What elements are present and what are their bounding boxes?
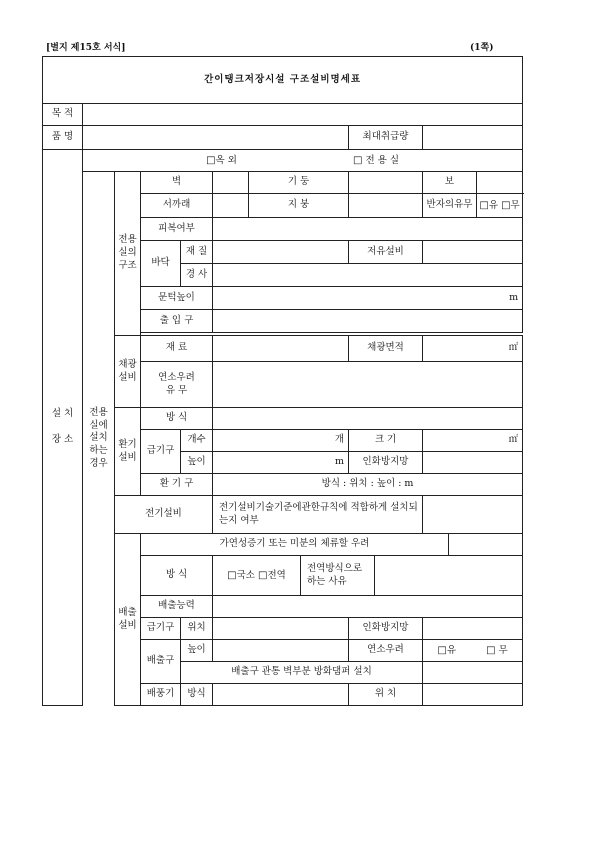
ceiling-options [477,194,523,218]
doorway-field[interactable] [213,310,523,333]
outlet-label: 배출구 [141,640,181,684]
outlet-fire-label: 연소우려 [349,640,423,662]
vapor-risk-label: 가연성증기 또는 미분의 체류할 우려 [141,534,449,556]
exhaust-intake-label: 급기구 [141,618,181,640]
outlet-yes-label: 유 [446,644,456,656]
pillar-label: 기 둥 [249,172,349,194]
oil-retention-field[interactable] [423,241,523,264]
intake-height-label: 높이 [181,452,213,474]
location-type-row [83,150,523,172]
fan-method-label: 방식 [181,684,213,706]
sill-height-field[interactable] [213,287,523,310]
electrical-field[interactable] [423,496,523,534]
exhaust-flame-label: 인화방지망 [349,618,423,640]
ventilation-label: 환기설비 [115,408,141,496]
whole-reason-field[interactable] [375,556,523,596]
wall-label: 벽 [141,172,213,194]
ceiling-label: 반자의유무 [423,194,477,218]
max-qty-field[interactable] [423,126,523,150]
intake-label: 급기구 [141,430,181,474]
electrical-note: 전기설비기술기준에관한규칙에 적합하게 설치되는지 여부 [213,496,423,534]
intake-flame-field[interactable] [423,452,523,474]
outlet-yes-checkbox[interactable]: □ [437,644,447,656]
intake-height-unit: m [334,456,344,468]
damper-label: 배출구 관통 벽부분 방화댐퍼 설치 [181,662,423,684]
room-structure-label: 전용실의구조 [115,172,141,336]
dedicated-room-checkbox[interactable]: □ [352,154,363,166]
install-location-label: 설 치 장 소 [43,150,83,706]
outlet-height-label: 높이 [181,640,213,662]
page-indicator: (1쪽) [470,43,494,53]
form-title: 간이탱크저장시설 구조설비명세표 [43,57,523,104]
wall-field[interactable] [213,172,249,194]
whole-label: 전역 [267,569,286,581]
ceiling-yes-label: 유 [488,199,499,211]
dedicated-case-label: 전용실에 설치하는 경우 [83,172,115,706]
vapor-risk-field[interactable] [449,534,523,556]
ceiling-no-label: 무 [510,199,520,211]
beam-label: 보 [423,172,477,194]
max-qty-label: 최대취급량 [349,126,423,150]
exhaust-intake-position-field[interactable] [213,618,349,640]
vent-outlet-label: 환 기 구 [141,474,213,496]
intake-size-unit: ㎡ [508,434,519,446]
outdoor-label: 옥 외 [215,154,237,166]
local-checkbox[interactable]: □ [227,569,237,581]
exhaust-capacity-field[interactable] [213,596,523,618]
spec-form-table [42,56,523,706]
item-name-label: 품 명 [43,126,83,150]
fan-position-label: 위 치 [349,684,423,706]
outlet-no-label: 무 [498,644,508,656]
ceiling-yes-checkbox[interactable]: □ [479,199,489,211]
lighting-material-field[interactable] [213,336,349,362]
fan-label: 배풍기 [141,684,181,706]
outlet-no-checkbox[interactable]: □ [486,644,496,656]
local-label: 국소 [236,569,255,581]
pillar-field[interactable] [349,172,423,194]
floor-material-field[interactable] [213,241,349,264]
vent-method-label: 방 식 [141,408,213,430]
exhaust-intake-position-label: 위치 [181,618,213,640]
intake-height-field[interactable] [213,452,349,474]
lighting-label: 채광설비 [115,336,141,408]
vent-method-field[interactable] [213,408,523,430]
whole-reason-label: 전역방식으로 하는 사유 [301,556,375,596]
sill-height-label: 문턱높이 [141,287,213,310]
dedicated-room-label: 전 용 실 [365,154,400,166]
exhaust-method-label: 방 식 [141,556,213,596]
floor-label: 바닥 [141,241,181,287]
whole-checkbox[interactable]: □ [258,569,268,581]
beam-field[interactable] [477,172,523,194]
intake-size-label: 크 기 [349,430,423,452]
intake-count-unit: 개 [334,434,344,446]
purpose-field[interactable] [83,104,523,126]
roof-field[interactable] [349,194,423,218]
lighting-area-field[interactable] [423,336,523,362]
floor-material-label: 재 질 [181,241,213,264]
exhaust-method-options [213,556,301,596]
lighting-fire-field[interactable] [213,362,523,408]
exhaust-flame-field[interactable] [423,618,523,640]
fan-position-field[interactable] [423,684,523,706]
item-name-field[interactable] [83,126,349,150]
rafter-field[interactable] [213,194,249,218]
electrical-label: 전기설비 [115,496,213,534]
outdoor-checkbox[interactable]: □ [206,154,216,166]
vent-outlet-field[interactable]: 방식 : 위치 : 높이 : m [213,474,523,496]
floor-slope-field[interactable] [213,264,523,287]
floor-slope-label: 경 사 [181,264,213,287]
outlet-height-field[interactable] [213,640,349,662]
exhaust-label: 배출설비 [115,534,141,706]
damper-field[interactable] [423,662,523,684]
coating-field[interactable] [213,218,523,241]
rafter-label: 서까래 [141,194,213,218]
lighting-fire-label: 연소우려 유 무 [141,362,213,408]
purpose-label: 목 적 [43,104,83,126]
lighting-material-label: 재 료 [141,336,213,362]
outlet-fire-options [423,640,523,662]
exhaust-capacity-label: 배출능력 [141,596,213,618]
form-number: [별지 제15호 서식] [46,43,126,53]
sill-height-unit: m [509,291,519,303]
lighting-area-unit: ㎡ [508,342,519,354]
fan-method-field[interactable] [213,684,349,706]
coating-label: 피복여부 [141,218,213,241]
lighting-area-label: 채광면적 [349,336,423,362]
intake-count-label: 개수 [181,430,213,452]
roof-label: 지 붕 [249,194,349,218]
intake-count-field[interactable] [213,430,349,452]
intake-flame-label: 인화방지망 [349,452,423,474]
oil-retention-label: 저유설비 [349,241,423,264]
ceiling-no-checkbox[interactable]: □ [501,199,511,211]
doorway-label: 출 입 구 [141,310,213,333]
intake-size-field[interactable] [423,430,523,452]
